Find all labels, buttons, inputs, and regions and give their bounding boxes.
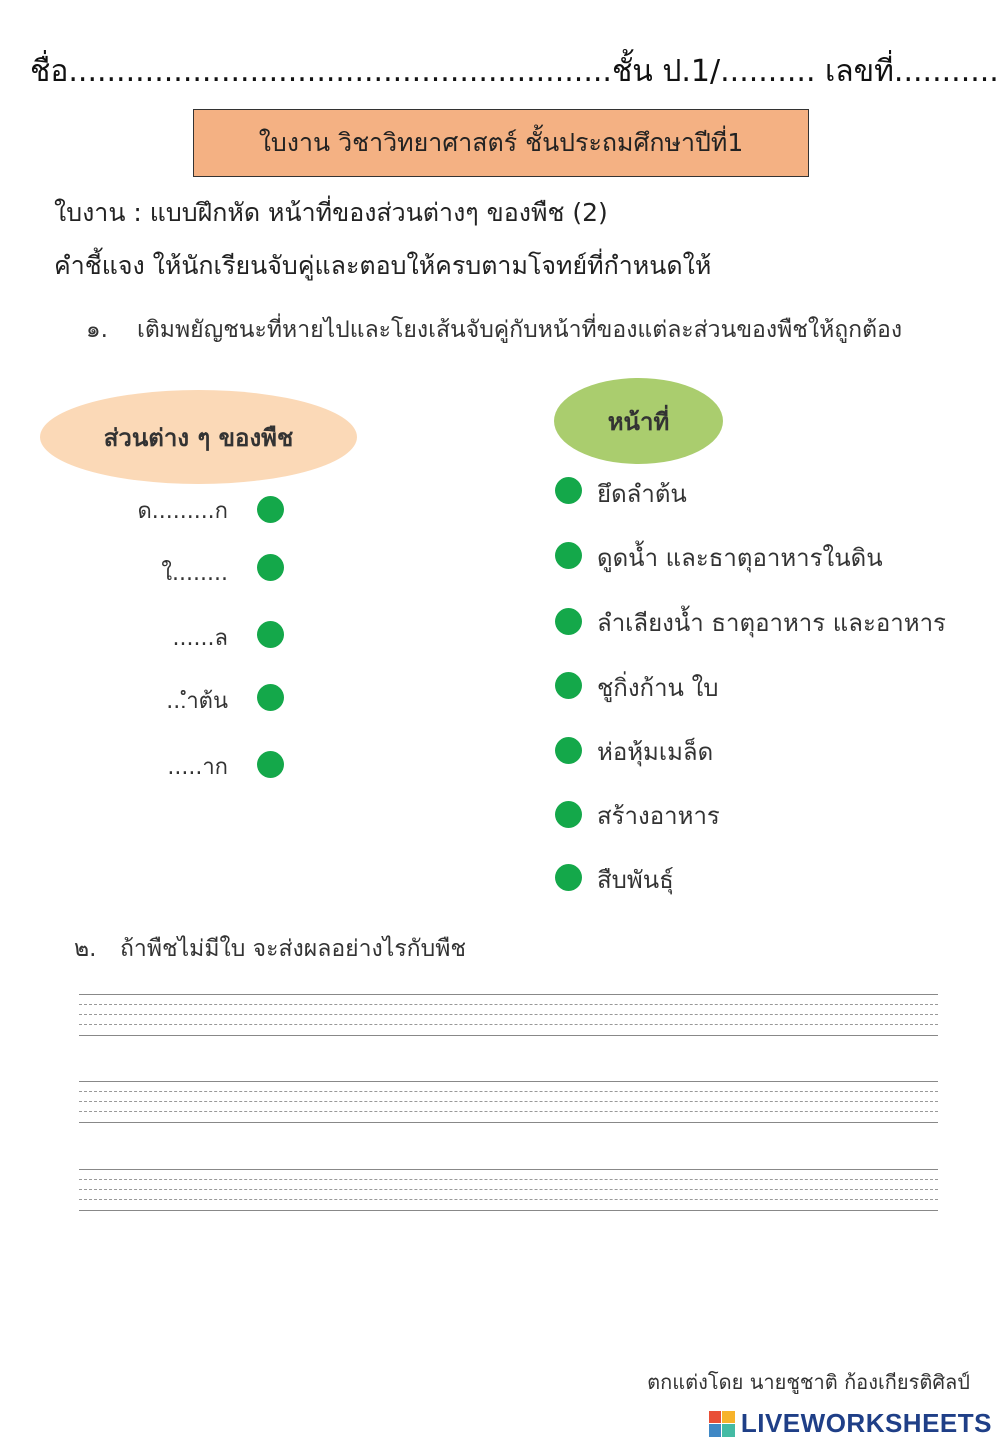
instruction-text: คำชี้แจง ให้นักเรียนจับคู่และตอบให้ครบตามโจทย์ที่กำหนดให้ <box>54 251 712 280</box>
worksheet-subtitle: ใบงาน : แบบฝึกหัด หน้าที่ของส่วนต่างๆ ของพืช (2) <box>54 198 608 227</box>
question-1-text: เติมพยัญชนะที่หายไปและโยงเส้นจับคู่กับหน้าที่ของแต่ละส่วนของพืชให้ถูกต้อง <box>137 317 903 343</box>
function-1: ยึดลำต้น <box>597 480 687 508</box>
function-7: สืบพันธุ์ <box>597 866 674 894</box>
function-3: ลำเลียงน้ำ ธาตุอาหาร และอาหาร <box>597 609 946 637</box>
student-info-line: ชื่อ.........................................................ชั้น ป.1/.......... เลขที่........... <box>30 54 999 89</box>
answer-line-3-guide-b <box>79 1189 938 1190</box>
question-2-text: ถ้าพืชไม่มีใบ จะส่งผลอย่างไรกับพืช <box>120 936 466 962</box>
match-dot-right-4[interactable] <box>555 672 582 699</box>
plant-parts-heading <box>40 390 357 484</box>
liveworksheets-brand <box>709 1408 992 1439</box>
answer-line-2[interactable] <box>79 1081 938 1123</box>
answer-line-3[interactable] <box>79 1169 938 1211</box>
answer-line-2-top <box>79 1081 938 1082</box>
match-dot-left-1[interactable] <box>257 496 284 523</box>
answer-line-1-guide-b <box>79 1014 938 1015</box>
answer-line-3-bottom <box>79 1210 938 1211</box>
match-dot-left-4[interactable] <box>257 684 284 711</box>
plant-parts-heading-label: ส่วนต่าง ๆ ของพืช <box>103 423 294 452</box>
worksheet-title: ใบงาน วิชาวิทยาศาสตร์ ชั้นประถมศึกษาปีที่1 <box>258 128 744 157</box>
question-2-number: ๒. <box>74 936 97 962</box>
function-4: ชูกิ่งก้าน ใบ <box>597 674 719 702</box>
plant-part-1[interactable]: ด.........ก <box>137 499 228 524</box>
match-dot-right-6[interactable] <box>555 801 582 828</box>
match-dot-right-7[interactable] <box>555 864 582 891</box>
answer-line-2-guide-b <box>79 1101 938 1102</box>
function-6: สร้างอาหาร <box>597 802 720 830</box>
answer-line-2-guide-c <box>79 1111 938 1112</box>
match-dot-right-5[interactable] <box>555 737 582 764</box>
answer-line-3-guide-a <box>79 1179 938 1180</box>
question-1-number: ๑. <box>86 317 108 343</box>
match-dot-right-1[interactable] <box>555 477 582 504</box>
footer-credit: ตกแต่งโดย นายชูชาติ ก้องเกียรติศิลป์ <box>647 1370 970 1394</box>
functions-heading-label: หน้าที่ <box>607 407 670 436</box>
function-2: ดูดน้ำ และธาตุอาหารในดิน <box>597 544 883 572</box>
answer-line-1-guide-c <box>79 1024 938 1025</box>
match-dot-right-2[interactable] <box>555 542 582 569</box>
plant-part-5[interactable]: .....าก <box>167 755 228 780</box>
plant-part-3[interactable]: ......ล <box>172 626 228 651</box>
answer-line-1-guide-a <box>79 1004 938 1005</box>
answer-line-3-guide-c <box>79 1199 938 1200</box>
worksheet-title-box <box>193 109 809 177</box>
functions-heading <box>554 378 723 464</box>
function-5: ห่อหุ้มเมล็ด <box>597 738 714 766</box>
match-dot-right-3[interactable] <box>555 608 582 635</box>
match-dot-left-5[interactable] <box>257 751 284 778</box>
plant-part-4[interactable]: ...ำต้น <box>166 689 228 714</box>
plant-part-2[interactable]: ใ........ <box>161 561 228 586</box>
match-dot-left-3[interactable] <box>257 621 284 648</box>
answer-line-3-top <box>79 1169 938 1170</box>
match-dot-left-2[interactable] <box>257 554 284 581</box>
answer-line-1-bottom <box>79 1035 938 1036</box>
liveworksheets-logo-icon <box>709 1411 735 1437</box>
answer-line-1[interactable] <box>79 994 938 1036</box>
answer-line-2-bottom <box>79 1122 938 1123</box>
liveworksheets-wordmark: LIVEWORKSHEETS <box>740 1408 992 1438</box>
answer-line-1-top <box>79 994 938 995</box>
answer-line-2-guide-a <box>79 1091 938 1092</box>
